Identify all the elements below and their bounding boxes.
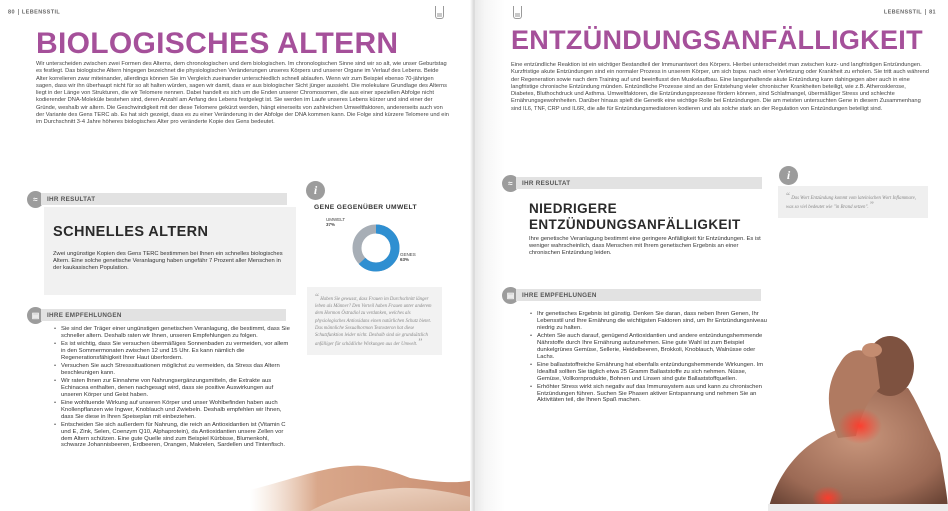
man-neck-pain-photo <box>768 318 948 511</box>
recommendation-item: • Eine ballaststoffreiche Ernährung hat ebenfalls entzündungshemmende Wirkungen. Im Idealfall sollten Sie täglich etwa 25 Gramm Ballaststoffe zu sich nehmen. Nüsse, Gemüse, Vollkornprodukte, Bohnen und Linsen sind gute Ballaststoffquellen. <box>529 362 767 383</box>
recommendation-item: • Ihr genetisches Ergebnis ist günstig. Denken Sie daran, dass neben Ihren Genen, Ihr Lebensstil und Ihre Ernährung die wichtigsten Faktoren sind, um Ihr Entzündungsniveau niedrig zu halten. <box>529 311 767 332</box>
gauge-env-label-block <box>326 217 345 228</box>
right-result-text: Ihre genetische Veranlagung bestimmt eine geringere Anfälligkeit für Entzündungen. Es ist weniger wahrscheinlich, dass Menschen mit Ihrem genetischen Ergebnis an einer chronischen Entzündung leiden. <box>529 236 761 256</box>
gauge-donut <box>350 222 402 274</box>
recommendation-item: • Entscheiden Sie sich außerdem für Nahrung, die reich an Antioxidantien ist (Vitamin C und E, Zink, Selen, Coenzym Q10, Alphaprotein), da Antioxidantien unsere Zellen vor dem Altern schützen. Eine gute Quelle sind zum Beispiel Kürbisse, Blumenkohl, schwarze Johannisbeeren, Erdbeeren, Orangen, Makrelen, Sardellen und Tintenfisch. <box>53 422 291 450</box>
dna-icon: ≈ <box>502 175 519 192</box>
recommendation-item: • Erhöhter Stress wirkt sich negativ auf das Immunsystem aus und kann zu chronischen Entzündungen führen. Suchen Sie Phasen aktiver Entspannung und nehmen Sie an Aktivitäten teil, die Ihnen Spaß machen. <box>529 384 767 405</box>
left-result-title: SCHNELLES ALTERN <box>53 224 209 240</box>
left-page-number: 80 <box>8 9 15 16</box>
left-intro-text: Wir unterscheiden zwischen zwei Formen des Alterns, dem chronologischen und dem biologischen. Im chronologischen Sinne sind wir so alt, wie unser Geburtstag es festlegt. Das biologische Altern hingegen bezeichnet die physiologischen Veränderungen unseres Körpers und unserer Organe im Verlauf des Lebens. Beide Alter korrelieren zwar miteinander, allerdings können Sie im Vergleich zueinander unterschiedlich schnell ablaufen. Wenn wir zum Beispiel ebenso 70-jährigen sagen, dass wir ihn überhaupt nicht für so alt halten würden, sagen wir damit, dass er aus biologischer Sicht jünger aussieht. Die molekulare Grundlage des Alterns liegt in der Länge von Strukturen, die wir Telomere nennen. Dabei handelt es sich um die Enden unserer Chromosomen, die aus einer speziellen Abfolge nicht kodierender DNA-Moleküle bestehen sind, deren Anzahl am Anfang des Lebens festgelegt ist. Sie werden im Laufe unseres Lebens kürzer und sind einer der Gründe, weshalb wir altern. Die Geschwindigkeit mit der diese Telomere gekürzt werden, hängt einerseits von zahlreichen Umweltfaktoren, andererseits auch von der Variante des Gens TERC ab. Es hat sich gezeigt, dass es zu einer Veränderung in der Abfolge der DNA kommen kann. Die Folge sind kürzere Telomere und ein im Durchschnitt 3-4 Jahre höheres biologisches Alter pro veränderte Kopie des Gens bedeutet. <box>36 61 449 126</box>
clipboard-icon: ▤ <box>502 287 519 304</box>
gauge-gene-value: 63% <box>400 257 410 263</box>
left-page <box>0 0 473 511</box>
left-recs-label: IHRE EMPFEHLUNGEN <box>41 309 286 321</box>
gauge-title: GENE GEGENÜBER UMWELT <box>314 204 418 211</box>
right-recs-list <box>529 311 767 406</box>
right-quote-box: “ Das Wort Entzündung kommt vom lateinischen Wort Inflammare, was so viel bedeutet wie "in Brand setzen". ” <box>778 186 928 218</box>
dna-icon: ≈ <box>27 191 44 208</box>
right-recs-header <box>502 287 761 303</box>
right-page-number: 81 <box>929 9 936 16</box>
right-page-title: ENTZÜNDUNGSANFÄLLIGKEIT <box>511 25 923 55</box>
right-result-label: IHR RESULTAT <box>516 177 762 189</box>
left-section-name: LEBENSSTIL <box>21 9 61 16</box>
left-page-header <box>8 9 60 15</box>
left-result-header <box>27 191 287 207</box>
left-recs-list <box>53 326 291 451</box>
gauge-env-label: UMWELT <box>326 217 346 222</box>
right-page-header <box>884 9 936 15</box>
hands-photo <box>250 440 473 511</box>
right-result-title <box>529 201 741 232</box>
right-result-title-line1: NIEDRIGERE <box>529 201 618 216</box>
recommendation-item: • Es ist wichtig, dass Sie versuchen übermäßiges Sonnenbaden zu vermeiden, vor allem in den Sommermonaten zwischen 12 und 15 Uhr. Es kann nämlich die Regenerationsfähigkeit Ihrer Haut überfordern. <box>53 341 291 362</box>
info-icon: i <box>306 181 325 200</box>
right-section-name: LEBENSSTIL <box>883 9 923 16</box>
gauge-gene-label-block <box>400 252 416 263</box>
recommendation-item: • Wir raten Ihnen zur Einnahme von Nahrungsergänzungsmitteln, die Extrakte aus Echinacea enthalten, denen nachgesagt wird, dass sie positive Auswirkungen auf unseren Körper und Geist haben. <box>53 378 291 399</box>
left-quote-box: “ Haben Sie gewusst, dass Frauen im Durchschnitt länger leben als Männer? Den Vorteil haben Frauen unter anderem dem Hormon Östradiol zu verdanken, welches als physiologisches Antioxidans einen natürlichen Schutz bietet. Das männliche Sexualhormon Testosteron hat diese Schutzfunktion leider nicht. Deshalb sind sie grundsätzlich anfälliger für schädliche Wirkungen aus der Umwelt. ” <box>307 287 442 355</box>
recommendation-item: • Versuchen Sie auch Stresssituationen möglichst zu vermeiden, da Stress das Altern beschleunigen kann. <box>53 363 291 377</box>
right-quote-text: Das Wort Entzündung kommt vom lateinischen Wort Inflammare, was so viel bedeutet wie "in Brand setzen". <box>786 196 916 211</box>
gauge-gene-label: GENES <box>400 252 416 257</box>
recommendation-item: • Eine wohltuende Wirkung auf unseren Körper und unser Wohlbefinden haben auch Knollenpflanzen wie Ingwer, Knoblauch und Zwiebeln. Deshalb empfehlen wir Ihnen, dass Sie diese in Ihren Speiseplan mit einbeziehen. <box>53 400 291 421</box>
right-result-header <box>502 175 762 191</box>
left-quote-text: Haben Sie gewusst, dass Frauen im Durchschnitt länger leben als Männer? Den Vorteil haben Frauen unter anderem dem Hormon Östradiol zu verdanken, welches als physiologisches Antioxidans einen natürlichen Schutz bietet. Das männliche Sexualhormon Testosteron hat diese Schutzfunktion leider nicht. Deshalb sind sie grundsätzlich anfälliger für schädliche Wirkungen aus der Umwelt. <box>315 297 432 348</box>
flask-icon <box>513 6 522 19</box>
right-intro-text: Eine entzündliche Reaktion ist ein wichtiger Bestandteil der Immunantwort des Körpers. Hierbei unterscheidet man zwischen kurz- und langfristigen Entzündungen. Kurzfristige akute Entzündungen sind ein normaler Prozess in unserem Körper, um sich bspw. nach einer Verletzung oder Krankheit zu erholen. Sie tritt auch während der Regeneration sowie nach dem Training auf und beeinflusst den Muskelaufbau. Eine langanhaltende akute Entzündung kann dahingegen aber auch in eine langfristige chronische Entzündung münden. Entzündliche Prozesse sind an der Entstehung vieler chronischer Krankheiten beteiligt, wie z.B. Atherosklerose, Diabetes, Bluthochdruck und Asthma. Umweltfaktoren, die Entzündungsprozesse fördern können, sind Schlafmangel, übermäßiger Stress und schlechte Ernährungsgewohnheiten. Darüber hinaus spielt die Genetik eine wichtige Rolle bei Entzündungen. Die am meisten untersuchten Gene in diesem Zusammenhang sind IL6, TNF, CRP und IL6R, die alle für Entzündungsmediatoren kodieren und als solche stark an der Regulation von Entzündungen beteiligt sind. <box>511 62 929 112</box>
right-recs-label: IHRE EMPFEHLUNGEN <box>516 289 761 301</box>
flask-icon <box>435 6 444 19</box>
info-icon: i <box>779 166 798 185</box>
left-page-title: BIOLOGISCHES ALTERN <box>36 27 399 60</box>
recommendation-item: • Sie sind der Träger einer ungünstigen genetischen Veranlagung, die bestimmt, dass Sie schneller altern. Deshalb raten wir Ihnen, unseren Empfehlungen zu folgen. <box>53 326 291 340</box>
left-result-text: Zwei ungünstige Kopien des Gens TERC bestimmen bei Ihnen ein schnelles biologisches Altern. Eine solche genetische Veranlagung haben ungefähr 7 Prozent aller Menschen in der kaukasischen Population. <box>53 251 283 271</box>
left-result-label: IHR RESULTAT <box>41 193 287 205</box>
right-result-title-line2: ENTZÜNDUNGSANFÄLLIGKEIT <box>529 216 741 232</box>
clipboard-icon: ▤ <box>27 307 44 324</box>
recommendation-item: • Achten Sie auch darauf, genügend Antioxidantien und andere entzündungshemmende Nährstoffe durch Ihre Ernährung aufzunehmen. Eine gute Wahl ist zum Beispiel dunkelgrünes Gemüse, Sellerie, Heidelbeeren, Brokkoli, Knoblauch, Walnüsse oder Lachs. <box>529 333 767 361</box>
left-recs-header <box>27 307 286 323</box>
right-page <box>475 0 948 511</box>
gauge-env-value: 37% <box>326 222 336 228</box>
